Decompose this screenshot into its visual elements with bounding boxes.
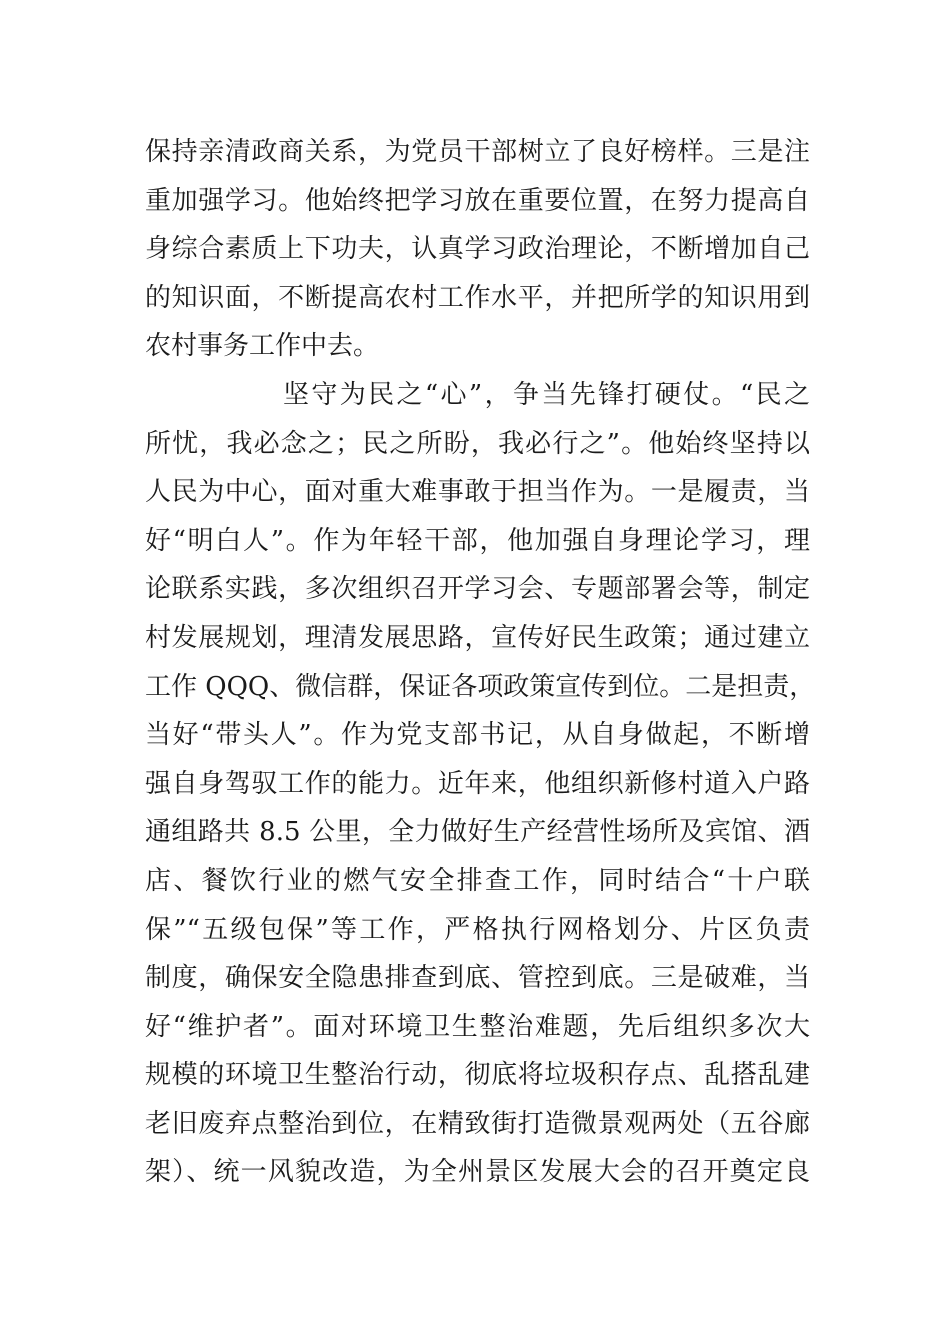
paragraph-2 <box>145 371 816 1197</box>
text-line: 论联系实践，多次组织召开学习会、专题部署会等，制定 <box>145 574 810 605</box>
text-line: 规模的环境卫生整治行动，彻底将垃圾积存点、乱搭乱建 <box>145 1060 810 1091</box>
text-line: 村发展规划，理清发展思路，宣传好民生政策；通过建立 <box>145 622 810 653</box>
text-line: 坚守为民之“心”，争当先锋打硬仗。“民之 <box>283 379 810 410</box>
paragraph-1 <box>145 128 810 371</box>
text-line: 重加强学习。他始终把学习放在重要位置，在努力提高自 <box>145 185 810 216</box>
text-line: 强自身驾驭工作的能力。近年来，他组织新修村道入户路 <box>145 768 810 799</box>
text-line: 老旧废弃点整治到位，在精致街打造微景观两处（五谷廊 <box>145 1108 810 1139</box>
text-line: 店、餐饮行业的燃气安全排查工作，同时结合“十户联 <box>145 865 810 896</box>
text-line: 工作 QQQ、微信群，保证各项政策宣传到位。二是担责， <box>145 671 816 702</box>
text-line: 的知识面，不断提高农村工作水平，并把所学的知识用到 <box>145 282 810 313</box>
text-line: 所忧，我必念之；民之所盼，我必行之”。他始终坚持以 <box>145 428 810 459</box>
text-line: 当好“带头人”。作为党支部书记，从自身做起，不断增 <box>145 720 810 751</box>
body-text <box>145 128 816 1197</box>
text-line: 架）、统一风貌改造，为全州景区发展大会的召开奠定良 <box>145 1157 810 1188</box>
text-line: 好“明白人”。作为年轻干部，他加强自身理论学习，理 <box>145 525 810 556</box>
text-line: 好“维护者”。面对环境卫生整治难题，先后组织多次大 <box>145 1011 810 1042</box>
text-line: 保持亲清政商关系，为党员干部树立了良好榜样。三是注 <box>145 137 810 167</box>
text-line: 农村事务工作中去。 <box>145 331 380 362</box>
text-line: 保”“五级包保”等工作，严格执行网格划分、片区负责 <box>145 914 810 945</box>
text-line: 身综合素质上下功夫，认真学习政治理论，不断增加自己 <box>145 234 810 265</box>
text-line: 人民为中心，面对重大难事敢于担当作为。一是履责，当 <box>145 477 810 508</box>
text-line: 通组路共 8.5 公里，全力做好生产经营性场所及宾馆、酒 <box>145 817 810 848</box>
text-line: 制度，确保安全隐患排查到底、管控到底。三是破难，当 <box>145 963 810 994</box>
